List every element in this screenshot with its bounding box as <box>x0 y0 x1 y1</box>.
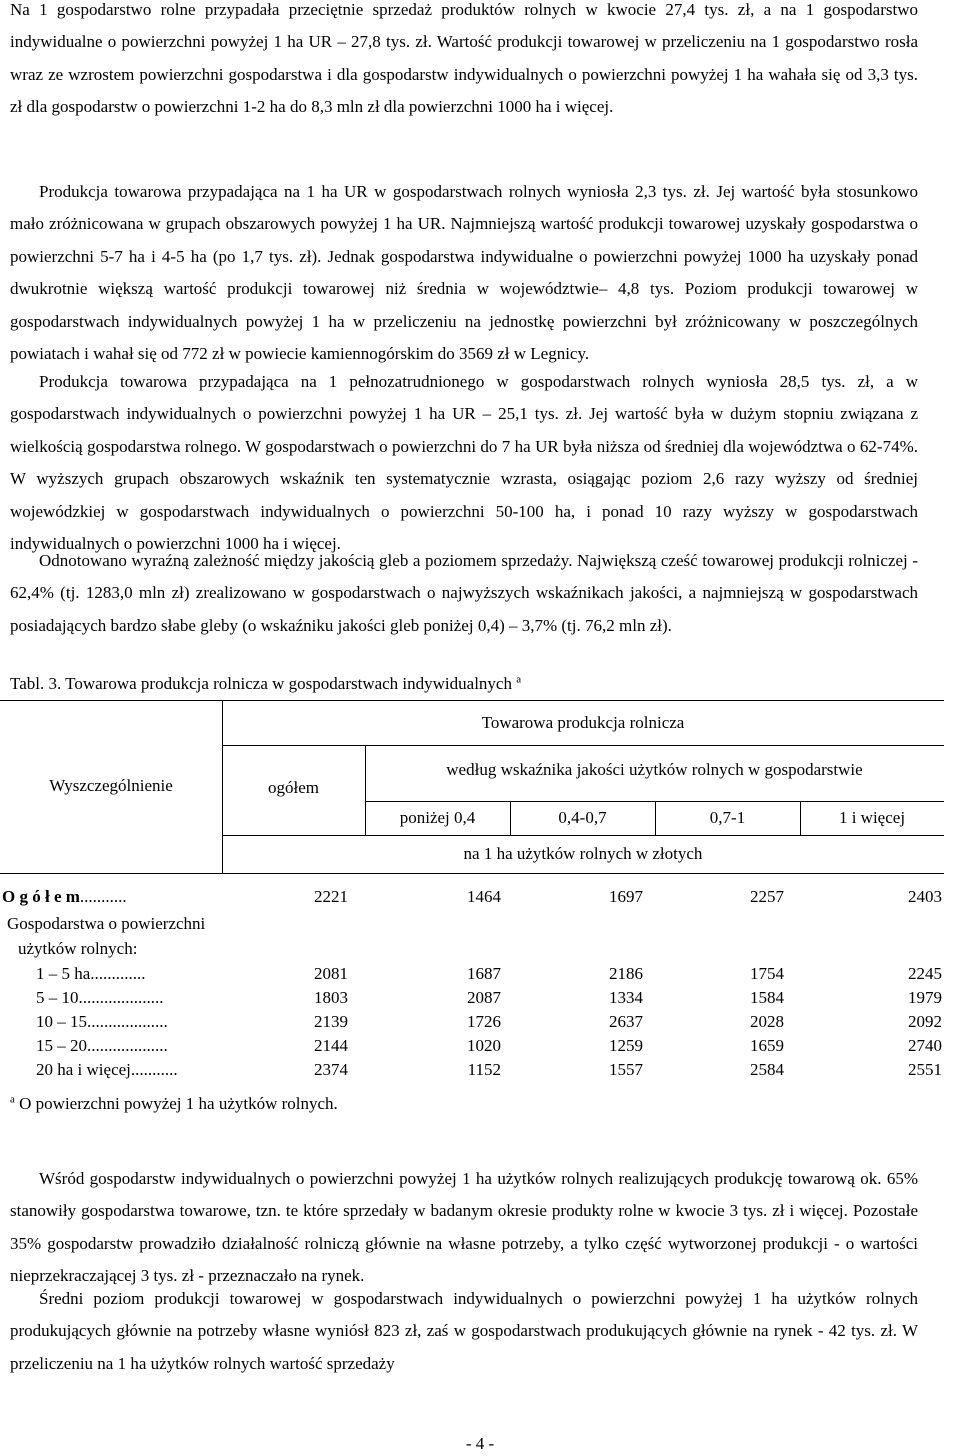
paragraph-5: Wśród gospodarstw indywidualnych o powierzchni powyżej 1 ha użytków rolnych realizujących produkcję towarową ok. 65% stanowiły gospodarstwa towarowe, tzn. te które sprzedały w badanym okresie produkty rolne w kwocie 3 tys. zł i więcej. Pozostałe 35% gospodarstw prowadziło działalność rolniczą głównie na własne potrzeby, a tylko część wytworzonej produkcji - o wartości nieprzekraczającej 3 tys. zł - przeznaczało na rynek. <box>10 1169 918 1286</box>
table-row-label-2: 10 – 15................... <box>36 1012 168 1031</box>
table-row-1-value-2: 1334 <box>609 988 643 1007</box>
table-row-2-value-2: 2637 <box>609 1012 643 1031</box>
header-total: ogółem <box>268 778 319 797</box>
total-row-label-text: O g ó ł e m <box>2 887 80 906</box>
total-row-value-4: 2403 <box>908 887 942 906</box>
paragraph-6: Średni poziom produkcji towarowej w gospodarstwach indywidualnych o powierzchni powyżej 1 ha użytków rolnych produkujących głównie na potrzeby własne wyniósł 823 zł, zaś w gospodarstwach produkujących głównie na rynek - 42 tys. zł. W przeliczeniu na 1 ha użytków rolnych wartość sprzedaży <box>10 1289 918 1373</box>
table-row-label-0: 1 – 5 ha............. <box>36 964 146 983</box>
table-row-3-value-2: 1259 <box>609 1036 643 1055</box>
header-group: Towarowa produkcja rolnicza <box>481 713 685 732</box>
table-caption <box>10 668 521 700</box>
table-caption-text: Tabl. 3. Towarowa produkcja rolnicza w gospodarstwach indywidualnych <box>10 674 512 693</box>
table-footnote-text: O powierzchni powyżej 1 ha użytków rolnych. <box>14 1094 338 1113</box>
table-footnote-sup: a <box>10 1093 15 1106</box>
table-row-4-value-2: 1557 <box>609 1060 643 1079</box>
total-row-dots: ........... <box>79 887 127 906</box>
table-row-4-value-3: 2584 <box>750 1060 784 1079</box>
paragraph-3: Produkcja towarowa przypadająca na 1 pełnozatrudnionego w gospodarstwach rolnych wyniosła 28,5 tys. zł, a w gospodarstwach indywidualnych o powierzchni powyżej 1 ha UR – 25,1 tys. zł. Jej wartość była w dużym stopniu związana z wielkością gospodarstwa rolnego. W gospodarstwach o powierzchni do 7 ha UR była niższa od średniej dla województwa o 62-74%. W wyższych grupach obszarowych wskaźnik ten systematycznie wzrasta, osiągając poziom 2,6 razy wyższy od średniej wojewódzkiej w gospodarstwach indywidualnych o powierzchni 50-100 ha, i ponad 10 razy wyższy w gospodarstwach indywidualnych o powierzchni 1000 ha i więcej. <box>10 372 918 554</box>
table-row-label-3: 15 – 20................... <box>36 1036 168 1055</box>
table-row-3-value-1: 1020 <box>467 1036 501 1055</box>
total-row-value-1: 1464 <box>467 887 501 906</box>
header-col-2: 0,4-0,7 <box>558 808 607 827</box>
table-row-2-value-1: 1726 <box>467 1012 501 1031</box>
table-cols-rule <box>222 835 944 836</box>
total-row-value-0: 2221 <box>314 887 348 906</box>
page-number: - 4 - <box>465 1434 495 1453</box>
table-caption-sup: a <box>516 673 522 686</box>
header-col-3: 0,7-1 <box>709 808 746 827</box>
table-row-3-value-4: 2740 <box>908 1036 942 1055</box>
table-header-bottom-rule <box>0 873 944 874</box>
paragraph-4: Odnotowano wyraźną zależność między jakością gleb a poziomem sprzedaży. Największą cześć towarowej produkcji rolniczej - 62,4% (tj. 1283,0 mln zł) zrealizowano w gospodarstwach o najwyższych wskaźnikach jakości, a najmniejszą w gospodarstwach posiadających bardzo słabe gleby (o wskaźniku jakości gleb poniżej 0,4) – 3,7% (tj. 76,2 mln zł). <box>10 551 918 635</box>
table-row-4-value-0: 2374 <box>314 1060 348 1079</box>
total-row-value-3: 2257 <box>750 887 784 906</box>
table-row-0-value-3: 1754 <box>750 964 784 983</box>
table-row-2-value-4: 2092 <box>908 1012 942 1031</box>
total-row-label <box>2 885 127 909</box>
table-row-2-value-3: 2028 <box>750 1012 784 1031</box>
table-row-label-1: 5 – 10.................... <box>36 988 164 1007</box>
table-row-3-value-0: 2144 <box>314 1036 348 1055</box>
table-row-2-value-0: 2139 <box>314 1012 348 1031</box>
header-subgroup: według wskaźnika jakości użytków rolnych w gospodarstwie <box>446 760 863 779</box>
section-label-line-1: Gospodarstwa o powierzchni <box>7 914 206 933</box>
table-row-1-value-0: 1803 <box>314 988 348 1007</box>
table-row-0-value-4: 2245 <box>908 964 942 983</box>
header-stub: Wyszczególnienie <box>49 776 173 795</box>
table-row-0-value-2: 2186 <box>609 964 643 983</box>
header-col-1: poniżej 0,4 <box>399 808 476 827</box>
header-col-4: 1 i więcej <box>838 808 906 827</box>
table-row-4-value-1: 1152 <box>467 1060 501 1079</box>
table-group-rule <box>222 745 944 746</box>
section-label-line-2: użytków rolnych: <box>18 939 138 958</box>
table-top-rule <box>0 700 944 701</box>
table-row-1-value-1: 2087 <box>467 988 501 1007</box>
table-row-1-value-4: 1979 <box>908 988 942 1007</box>
table-footnote <box>10 1092 338 1116</box>
total-row-value-2: 1697 <box>609 887 643 906</box>
table-row-3-value-3: 1659 <box>750 1036 784 1055</box>
table-row-0-value-0: 2081 <box>314 964 348 983</box>
table-row-0-value-1: 1687 <box>467 964 501 983</box>
table-row-1-value-3: 1584 <box>750 988 784 1007</box>
table-row-4-value-4: 2551 <box>908 1060 942 1079</box>
paragraph-1: Na 1 gospodarstwo rolne przypadała przeciętnie sprzedaż produktów rolnych w kwocie 27,4 tys. zł, a na 1 gospodarstwo indywidualne o powierzchni powyżej 1 ha UR – 27,8 tys. zł. Wartość produkcji towarowej w przeliczeniu na 1 gospodarstwo rosła wraz ze wzrostem powierzchni gospodarstwa i dla gospodarstw indywidualnych o powierzchni powyżej 1 ha wahała się od 3,3 tys. zł dla gospodarstw o powierzchni 1-2 ha do 8,3 mln zł dla powierzchni 1000 ha i więcej. <box>10 0 918 117</box>
paragraph-2: Produkcja towarowa przypadająca na 1 ha UR w gospodarstwach rolnych wyniosła 2,3 tys. zł. Jej wartość była stosunkowo mało zróżnicowana w grupach obszarowych powyżej 1 ha UR. Najmniejszą wartość produkcji towarowej uzyskały gospodarstwa o powierzchni 5-7 ha i 4-5 ha (po 1,7 tys. zł). Jednak gospodarstwa indywidualne o powierzchni powyżej 1000 ha uzyskały ponad dwukrotnie większą wartość produkcji towarowej niż średnia w województwie– 4,8 tys. Poziom produkcji towarowej w gospodarstwach indywidualnych powyżej 1 ha w przeliczeniu na jednostkę powierzchni był zróżnicowany w poszczególnych powiatach i wahał się od 772 zł w powiecie kamiennogórskim do 3569 zł w Legnicy. <box>10 182 918 364</box>
table-row-label-4: 20 ha i więcej........... <box>36 1060 178 1079</box>
header-unit: na 1 ha użytków rolnych w złotych <box>463 844 703 863</box>
